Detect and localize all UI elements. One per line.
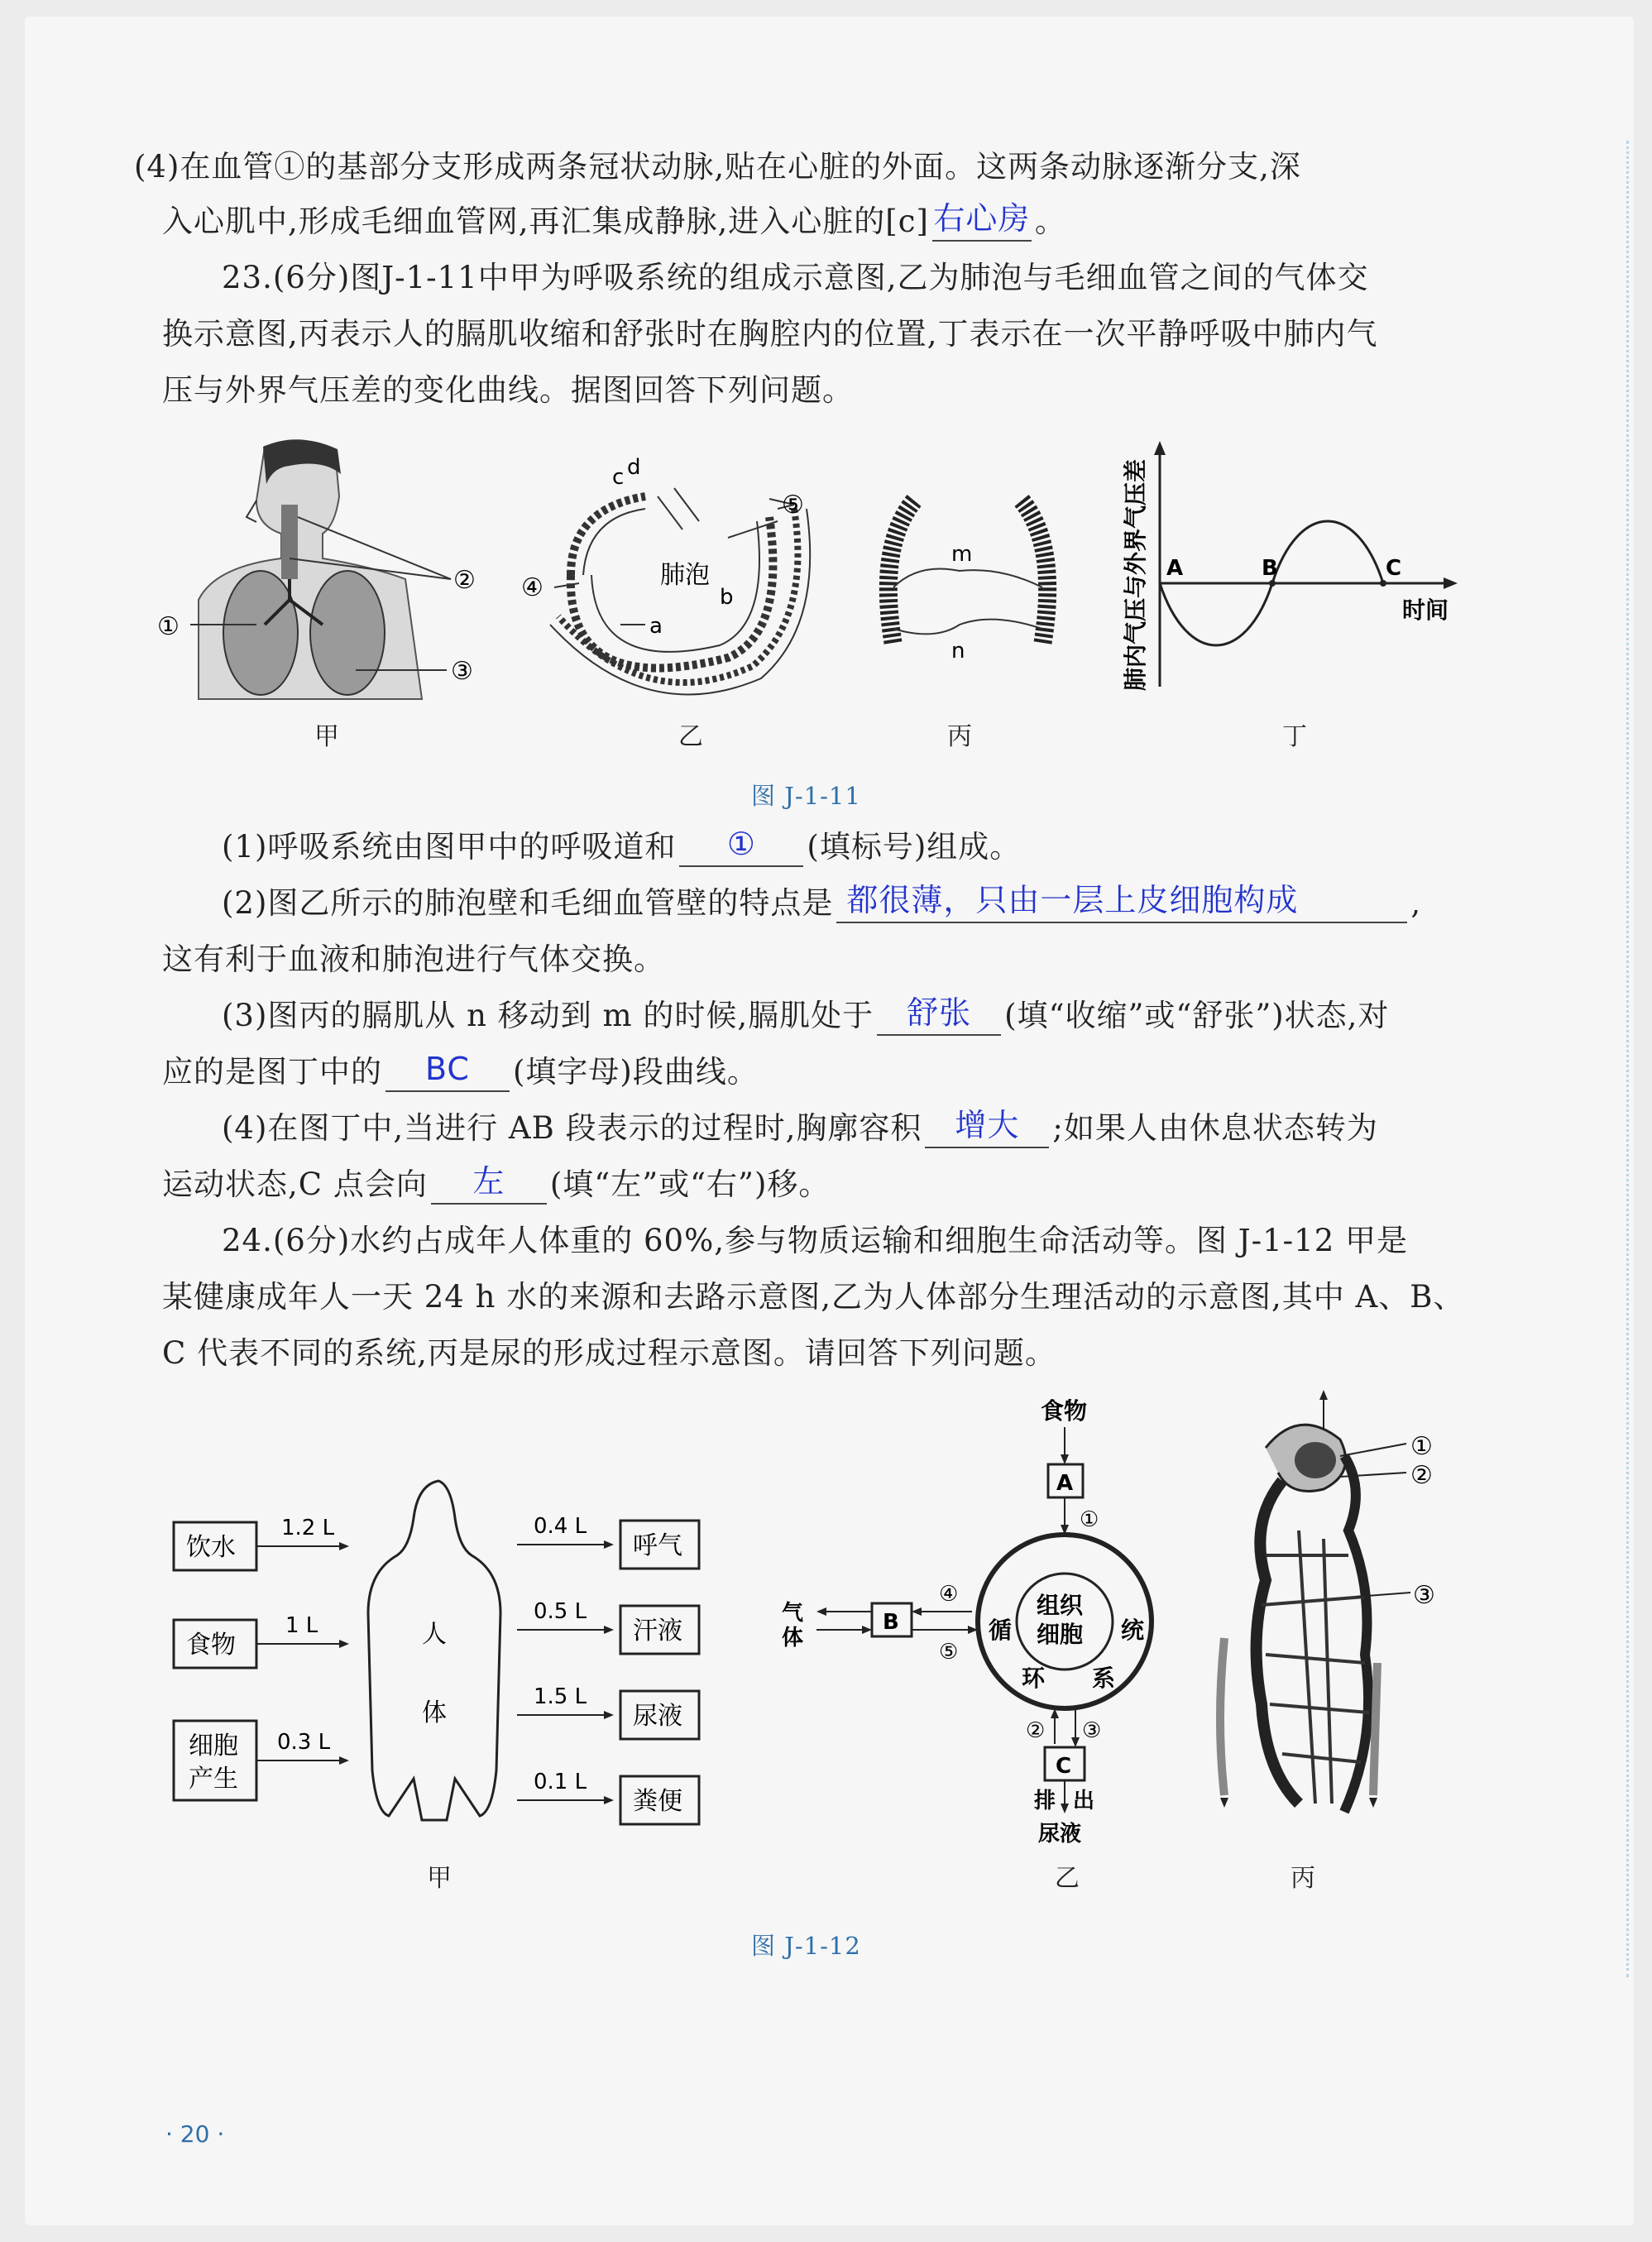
- fig-yi-label-c: c: [612, 465, 625, 490]
- fig11-panel-ding: 丁: [1282, 722, 1307, 751]
- yi-excrete-2: 出: [1073, 1789, 1095, 1813]
- fig-jia-label-3: ③: [451, 657, 473, 686]
- q23-p1-answer: ①: [726, 826, 756, 862]
- q23-p3-b: (填“收缩”或“舒张”)状态,对: [1004, 998, 1390, 1033]
- fig-alveolus: [521, 451, 836, 707]
- yi-num-1: ①: [1080, 1507, 1099, 1532]
- yi-excrete-3: 尿液: [1038, 1822, 1082, 1847]
- fig-pressure-curve: [1109, 434, 1472, 707]
- q23-p3-a: (3)图丙的膈肌从 n 移动到 m 的时候,膈肌处于: [222, 998, 874, 1033]
- fig-yi-label-d: d: [627, 455, 641, 480]
- fig-ding-B: B: [1262, 556, 1278, 581]
- yi-excrete-1: 排: [1034, 1789, 1056, 1813]
- yi-ring-4: 统: [1121, 1617, 1145, 1644]
- yi-ring-3: 系: [1092, 1665, 1116, 1692]
- page-edge-dots: [1626, 141, 1629, 1977]
- bing-label-2: ②: [1410, 1461, 1433, 1490]
- source-1-amount: 1.2 L: [281, 1516, 335, 1540]
- fig11-panel-yi: 乙: [678, 722, 703, 751]
- source-3: 细胞: [189, 1732, 238, 1761]
- yi-num-2: ②: [1026, 1718, 1046, 1743]
- fig12-panel-yi: 乙: [1055, 1864, 1080, 1893]
- output-1: 呼气: [633, 1531, 682, 1560]
- fig-ding-C: C: [1386, 556, 1402, 581]
- output-4: 粪便: [633, 1787, 682, 1816]
- yi-center-1: 组织: [1037, 1592, 1084, 1619]
- q23-p3-blank2: [385, 1051, 510, 1092]
- yi-ring-2: 环: [1022, 1665, 1046, 1692]
- yi-A: A: [1056, 1471, 1074, 1496]
- output-1-amount: 0.4 L: [534, 1514, 587, 1539]
- fig-ding-A: A: [1166, 556, 1184, 581]
- fig11-panel-jia: 甲: [314, 722, 339, 751]
- yi-B: B: [883, 1610, 899, 1635]
- fig-yi-alveolus: 肺泡: [660, 561, 710, 590]
- q23-p3-d: (填字母)段曲线。: [513, 1054, 759, 1090]
- q23-p4: [222, 1109, 1378, 1148]
- fig-water-balance: [165, 1456, 745, 1837]
- yi-center-2: 细胞: [1037, 1621, 1084, 1648]
- q23-p1: [222, 827, 1021, 867]
- fig-yi-label-b: b: [720, 585, 734, 610]
- fig-ding-y-axis: 肺内气压与外界气压差: [1122, 458, 1149, 691]
- fig11-panel-bing: 丙: [947, 722, 972, 751]
- bing-label-3: ③: [1413, 1581, 1435, 1610]
- output-3: 尿液: [633, 1702, 682, 1731]
- fig-ding-x-axis: 时间: [1402, 596, 1449, 624]
- fig-yi-label-a: a: [649, 614, 663, 639]
- q23-p2-answer: 都很薄，只由一层上皮细胞构成: [846, 882, 1299, 918]
- q22-line2-text: 入心肌中,形成毛细血管网,再汇集成静脉,进入心脏的[c]: [162, 204, 929, 239]
- q22-line2: [162, 202, 1066, 242]
- source-2: 食物: [186, 1631, 236, 1660]
- body-label-2: 体: [422, 1698, 447, 1727]
- q24-line3: C 代表不同的系统,丙是尿的形成过程示意图。请回答下列问题。: [162, 1335, 1056, 1371]
- q23-line3: 压与外界气压差的变化曲线。据图回答下列问题。: [162, 372, 854, 408]
- fig-bing-m: m: [951, 542, 973, 567]
- q23-p4-d: (填“左”或“右”)移。: [549, 1167, 831, 1202]
- output-2: 汗液: [633, 1617, 682, 1646]
- fig12-panel-bing: 丙: [1290, 1864, 1315, 1893]
- body-label-1: 人: [422, 1620, 447, 1649]
- q23-p4-c: 运动状态,C 点会向: [162, 1167, 428, 1202]
- q23-p1-b: (填标号)组成。: [807, 829, 1022, 865]
- fig-yi-label-4: ④: [521, 573, 543, 602]
- q23-p3-c: 应的是图丁中的: [162, 1054, 382, 1090]
- source-3b: 产生: [189, 1765, 238, 1794]
- q23-p3: [222, 996, 1389, 1036]
- yi-gas-1: 气: [782, 1601, 804, 1626]
- q24-line2: 某健康成年人一天 24 h 水的来源和去路示意图,乙为人体部分生理活动的示意图,其中 A、B、: [162, 1279, 1465, 1315]
- q23-p2-c: 这有利于血液和肺泡进行气体交换。: [162, 941, 665, 977]
- fig-physiology: [769, 1390, 1183, 1853]
- source-2-amount: 1 L: [285, 1613, 318, 1638]
- yi-C: C: [1056, 1754, 1072, 1779]
- q22-line1: (4)在血管①的基部分支形成两条冠状动脉,贴在心脏的外面。这两条动脉逐渐分支,深: [134, 149, 1301, 184]
- output-4-amount: 0.1 L: [534, 1770, 587, 1794]
- q23-p4-line2: [162, 1165, 830, 1205]
- fig-bing-n: n: [951, 639, 965, 663]
- q22-answer: 右心房: [933, 200, 1031, 237]
- source-3-amount: 0.3 L: [277, 1730, 331, 1755]
- output-3-amount: 1.5 L: [534, 1684, 587, 1709]
- fig-jia-label-2: ②: [453, 566, 476, 595]
- fig12-caption: 图 J-1-12: [751, 1932, 861, 1960]
- q24-line1: 24.(6分)水约占成年人体重的 60%,参与物质运输和细胞生命活动等。图 J-1-12 甲是: [222, 1223, 1408, 1258]
- yi-num-5: ⑤: [939, 1640, 959, 1665]
- q23-p4-blank2: [431, 1163, 547, 1205]
- q23-p4-answer2: 左: [472, 1163, 505, 1200]
- yi-ring-1: 循: [989, 1617, 1013, 1644]
- q23-p2-a: (2)图乙所示的肺泡壁和毛细血管壁的特点是: [222, 885, 834, 921]
- page-number: · 20 ·: [165, 2120, 225, 2148]
- yi-num-3: ③: [1082, 1718, 1102, 1743]
- yi-num-4: ④: [939, 1582, 959, 1607]
- fig-yi-label-5: ⑤: [782, 491, 804, 520]
- q23-line1: 23.(6分)图J-1-11中甲为呼吸系统的组成示意图,乙为肺泡与毛细血管之间的气体交: [222, 260, 1369, 295]
- bing-label-1: ①: [1410, 1432, 1433, 1461]
- q23-p1-a: (1)呼吸系统由图甲中的呼吸道和: [222, 829, 677, 865]
- q23-line2: 换示意图,丙表示人的膈肌收缩和舒张时在胸腔内的位置,丁表示在一次平静呼吸中肺内气: [162, 316, 1378, 352]
- q23-p4-blank1: [925, 1107, 1049, 1148]
- q23-p3-answer1: 舒张: [907, 994, 972, 1031]
- q22-line2-end: 。: [1034, 204, 1066, 239]
- q23-p3-line2: [162, 1052, 759, 1092]
- output-2-amount: 0.5 L: [534, 1599, 587, 1624]
- fig-diaphragm: [869, 488, 1067, 670]
- q23-p2-blank: [836, 882, 1407, 923]
- q23-p1-blank: [679, 826, 803, 867]
- q22-blank: [932, 200, 1032, 242]
- q23-p2: [222, 884, 1421, 923]
- yi-gas-2: 体: [782, 1626, 804, 1650]
- fig-jia-label-1: ①: [157, 612, 180, 641]
- fig11-caption: 图 J-1-11: [751, 782, 861, 810]
- fig-respiratory-system: [157, 434, 513, 707]
- q23-p2-b: ,: [1410, 885, 1422, 921]
- q23-p3-answer2: BC: [425, 1051, 470, 1087]
- fig-nephron: [1199, 1390, 1464, 1853]
- q23-p4-b: ;如果人由休息状态转为: [1052, 1110, 1378, 1146]
- fig12-panel-jia: 甲: [427, 1864, 452, 1893]
- q23-p4-a: (4)在图丁中,当进行 AB 段表示的过程时,胸廓容积: [222, 1110, 922, 1146]
- yi-food: 食物: [1041, 1397, 1088, 1425]
- q23-p4-answer1: 增大: [955, 1107, 1020, 1143]
- q23-p3-blank1: [877, 994, 1001, 1036]
- source-1: 饮水: [186, 1533, 236, 1562]
